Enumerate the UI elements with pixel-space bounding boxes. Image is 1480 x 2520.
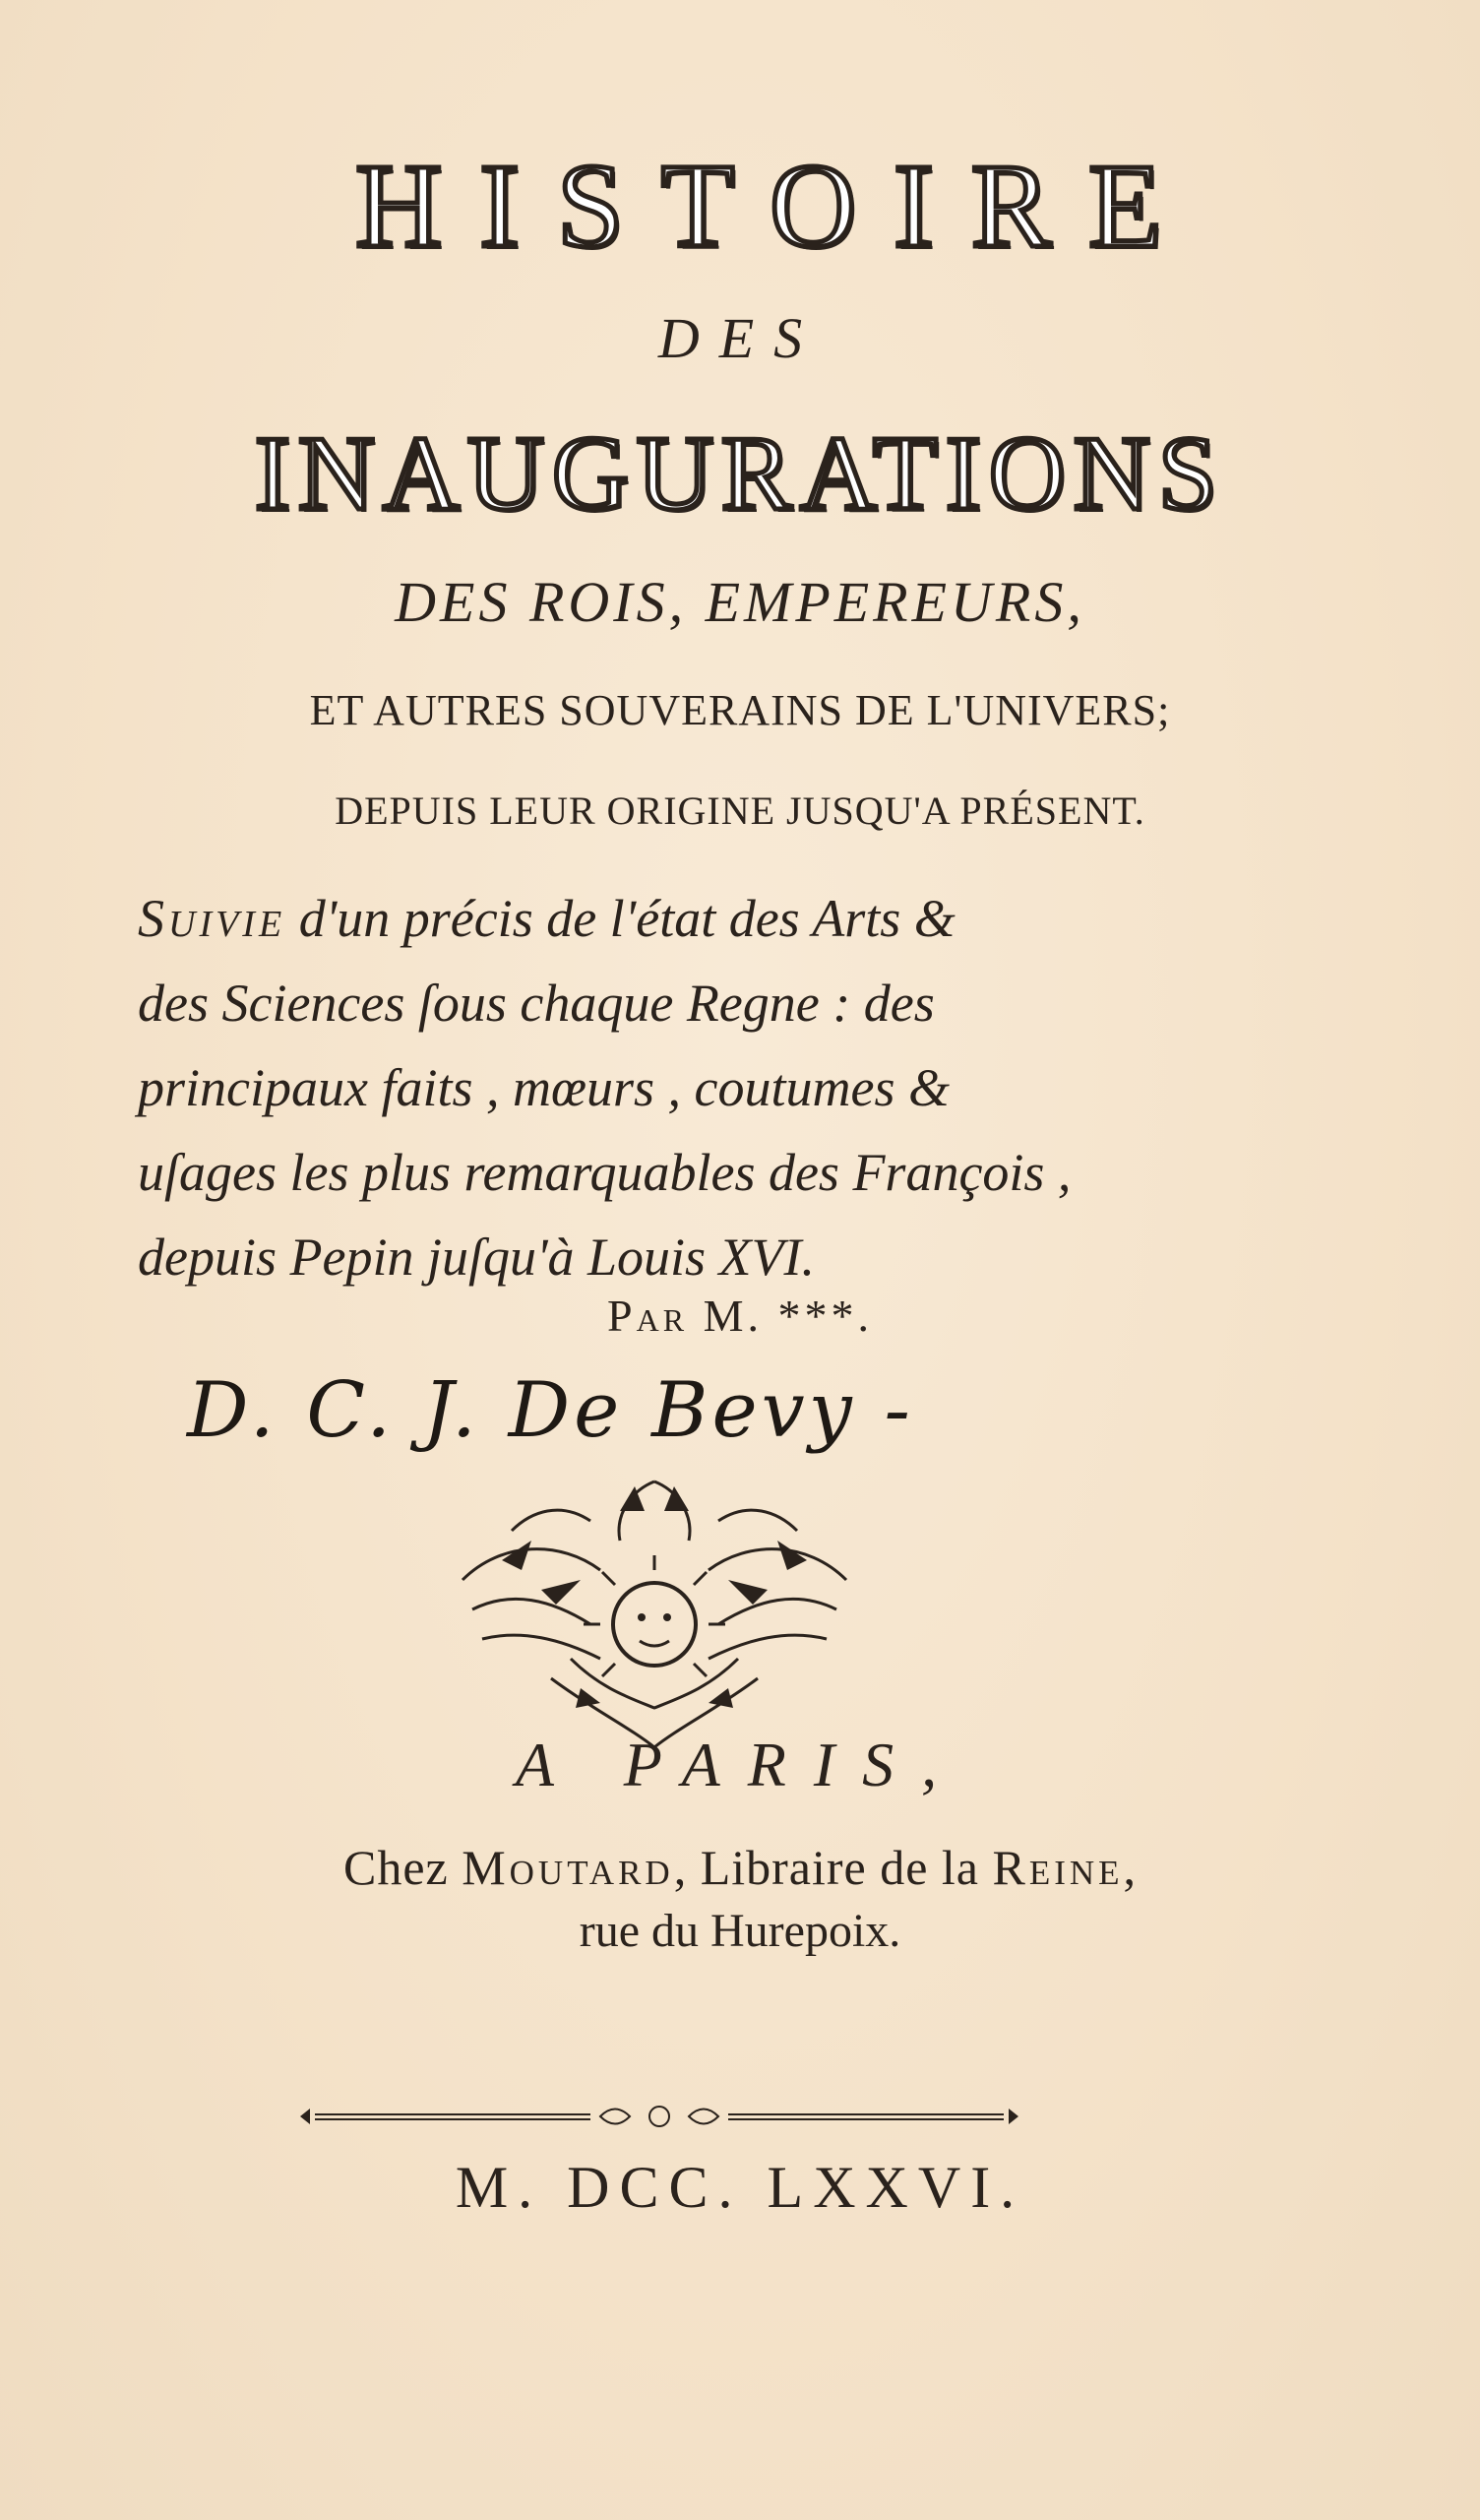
decorative-rule-icon [295, 2102, 1023, 2131]
description-line-4: uſages les plus remarquables des François , [138, 1143, 1072, 1202]
description-line-1-rest: d'un précis de l'état des Arts & [285, 889, 956, 948]
author-par: Par M. ***. [607, 1291, 873, 1341]
imprint-street: rue du Hurepoix. [579, 1905, 901, 1957]
main-title-inaugurations: INAUGURATIONS [255, 415, 1225, 533]
description-lead: Suivie [138, 889, 286, 948]
imprint-place: A PARIS, [515, 1730, 965, 1799]
main-title-des: DES [657, 306, 823, 370]
printer-suffix: , [1123, 1840, 1138, 1895]
subtitle-rois-empereurs: DES ROIS, EMPEREURS, [395, 570, 1085, 634]
description-line-3: principaux faits , mœurs , coutumes & [138, 1058, 950, 1117]
printer-middle: , Libraire de la [673, 1840, 993, 1895]
main-title-histoire: HISTOIRE [355, 140, 1200, 273]
handwritten-signature: D. C. J. De Bevy - [187, 1366, 914, 1455]
sun-face-ornament-icon [443, 1462, 866, 1757]
description-line-1 [138, 876, 1220, 961]
subtitle-souverains: ET AUTRES SOUVERAINS DE L'UNIVERS; [309, 686, 1171, 734]
imprint-printer [0, 1839, 1480, 1896]
description-paragraph [138, 876, 1220, 1299]
printer-reine: Reine [992, 1840, 1124, 1895]
description-line-2: des Sciences ſous chaque Regne : des [138, 974, 935, 1033]
description-line-5: depuis Pepin juſqu'à Louis XVI. [138, 1228, 815, 1287]
imprint-date: M. DCC. LXXVI. [455, 2155, 1025, 2220]
printer-name: Moutard [462, 1840, 674, 1895]
printer-prefix: Chez [342, 1840, 462, 1895]
subtitle-origine: DEPUIS LEUR ORIGINE JUSQU'A PRÉSENT. [335, 788, 1145, 833]
